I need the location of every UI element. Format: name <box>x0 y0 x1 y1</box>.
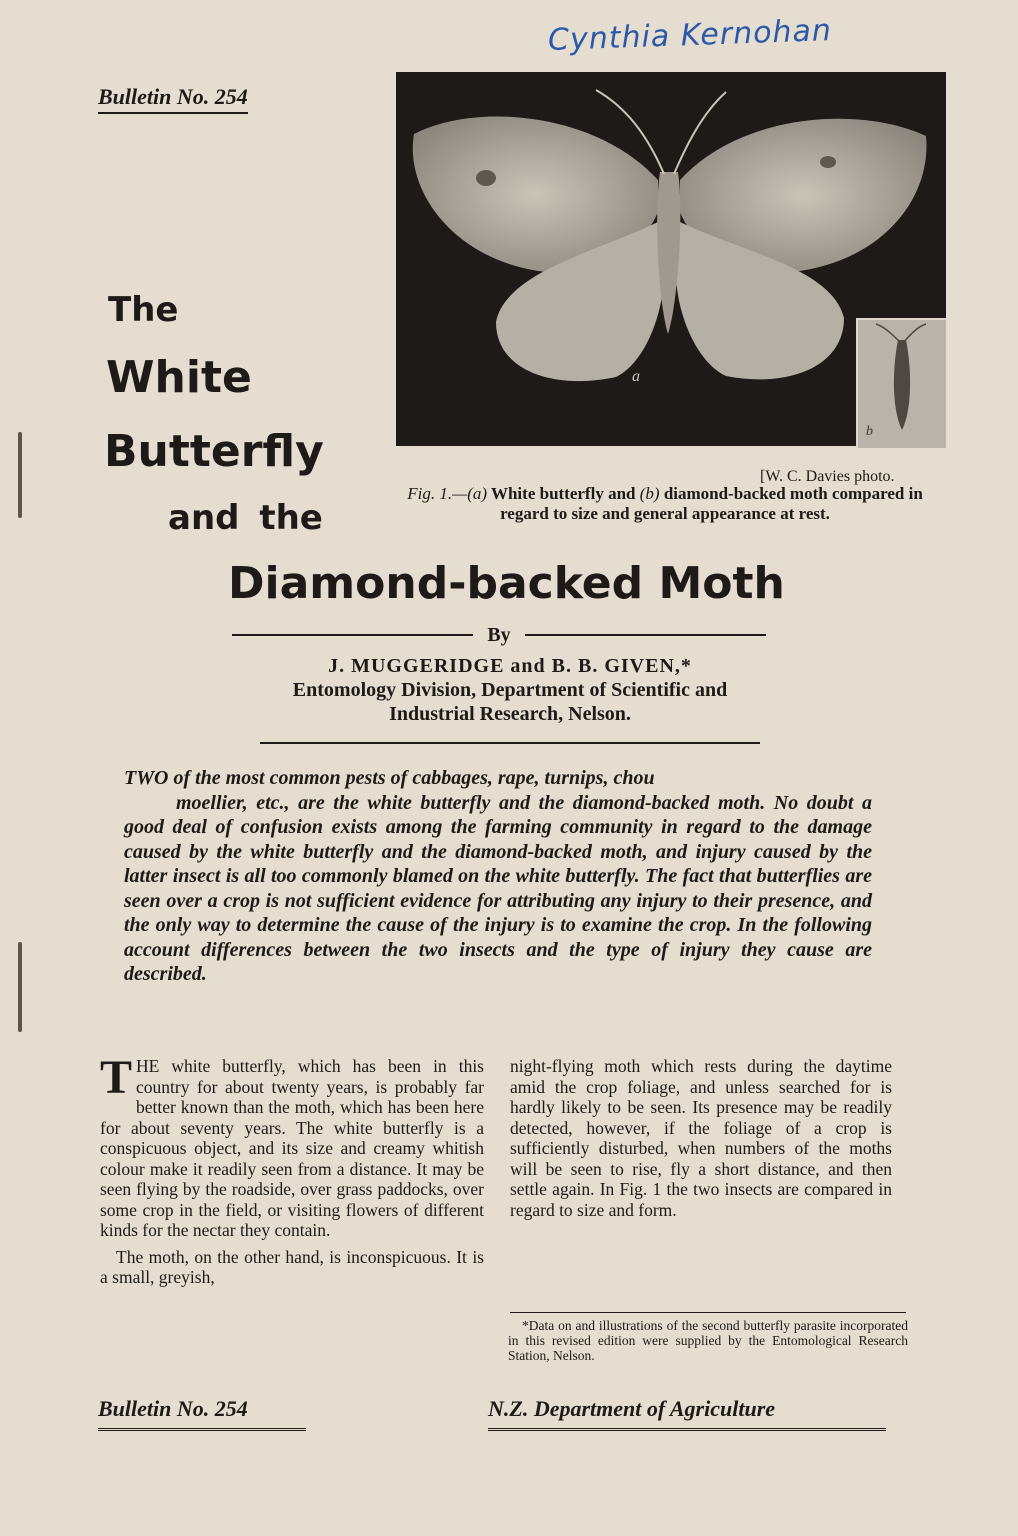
byline-rule-right <box>525 634 766 636</box>
body-paragraph-1-text: HE white butterfly, which has been in this country for about twenty years, is probably far better known than the moth, which has been here for about seventy years. The white butterfly is a conspicuous object, and its size and creamy whitish colour make it readily seen from a distance. It may be seen flying by the roadside, over grass paddocks, over some crop in the field, or visiting flowers of different kinds for the nectar they contain. <box>100 1056 484 1240</box>
footnote-text: *Data on and illustrations of the second butterfly parasite incorporated in this revised edition were supplied by the Entomological Research Station, Nelson. <box>508 1318 908 1363</box>
caption-fig-label: Fig. 1.— <box>407 484 468 503</box>
footer-rule-right <box>488 1428 886 1431</box>
moth-inset-photo <box>856 318 946 448</box>
title-line-white: White <box>106 352 252 403</box>
intro-paragraph <box>124 766 872 987</box>
authors-names: J. MUGGERIDGE and B. B. GIVEN,* <box>328 655 692 677</box>
title-line-the: The <box>108 290 179 330</box>
authors-block <box>200 654 820 726</box>
staple-top <box>18 432 22 518</box>
body-column-left <box>100 1051 484 1294</box>
intro-lead: TWO <box>124 767 169 789</box>
caption-part1: White butterfly and <box>487 484 640 503</box>
byline-by: By <box>487 623 511 646</box>
footer-rule-left <box>98 1428 306 1433</box>
photo-credit: [W. C. Davies photo. <box>760 468 895 485</box>
caption-part2: diamond-backed moth compared in regard to size and general appearance at rest. <box>500 484 923 523</box>
photo-label-a: a <box>632 368 640 385</box>
footer-bulletin-number: Bulletin No. 254 <box>98 1396 248 1421</box>
authors-affiliation-2: Industrial Research, Nelson. <box>389 703 631 725</box>
byline-rule-left <box>232 634 473 636</box>
intro-line1: of the most common pests of cabbages, rape, turnips, chou <box>168 767 655 789</box>
figure-caption <box>388 484 942 524</box>
drop-cap: T <box>100 1051 133 1104</box>
body-column-right <box>510 1056 892 1226</box>
body-paragraph-2: The moth, on the other hand, is inconspicuous. It is a small, greyish, <box>100 1246 484 1287</box>
byline-rule-below <box>260 742 760 744</box>
body-paragraph-1 <box>100 1051 484 1241</box>
photo-label-b: b <box>866 424 873 439</box>
caption-a-marker: (a) <box>467 484 488 503</box>
body-paragraph-3: night-flying moth which rests during the daytime amid the crop foliage, and unless searched for is hardly likely to be seen. Its presence may be readily detected, however, if the foliage of a crop is sufficiently disturbed, when numbers of the moths will be seen to rise, fly a short distance, and then settle again. In Fig. 1 the two insects are compared in regard to size and form. <box>510 1056 892 1220</box>
footer-department: N.Z. Department of Agriculture <box>488 1396 776 1421</box>
butterfly-photo <box>396 72 946 446</box>
caption-b-marker: (b) <box>639 484 660 503</box>
footnote <box>508 1318 908 1363</box>
title-line-butterfly: Butterfly <box>104 426 324 477</box>
footnote-rule <box>510 1312 906 1313</box>
staple-bottom <box>18 942 22 1032</box>
handwritten-signature: Cynthia Kernohan <box>547 13 833 58</box>
authors-affiliation-1: Entomology Division, Department of Scientific and <box>292 679 728 701</box>
title-line-diamond-backed-moth: Diamond-backed Moth <box>228 558 785 609</box>
intro-rest: moellier, etc., are the white butterfly and the diamond-backed moth. No doubt a good deal of confusion exists among the farming community in regard to the damage caused by the white butterfly and the diamond-backed moth, and injury caused by the latter insect is all too commonly blamed on the white butterfly. The fact that butterflies are seen over a crop is not sufficient evidence for attributing any injury to their presence, and the only way to determine the cause of the injury is to examine the crop. In the following account differences between the two insects and the type of injury they cause are described. <box>124 791 872 985</box>
bulletin-number-header: Bulletin No. 254 <box>98 84 248 114</box>
title-line-and-the: and the <box>168 498 323 538</box>
byline-row <box>232 620 766 650</box>
